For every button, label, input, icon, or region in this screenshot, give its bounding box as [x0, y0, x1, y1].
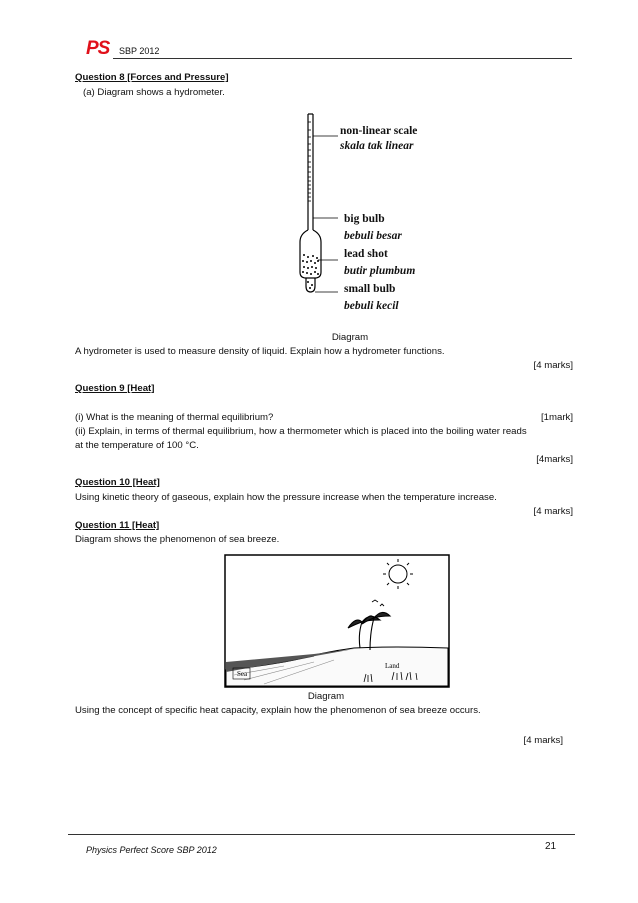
- label-skala-tak-linear: skala tak linear: [340, 140, 414, 152]
- page-number: 21: [545, 841, 557, 852]
- q11-marks: [4 marks]: [523, 735, 563, 746]
- q9-part-ii-line2: at the temperature of 100 °C.: [75, 440, 199, 451]
- label-big-bulb: big bulb: [344, 213, 385, 225]
- hydrometer-figure: [280, 110, 340, 310]
- sea-label: Sea: [237, 670, 248, 678]
- q9-marks: [4marks]: [536, 454, 573, 465]
- q8-part-a: (a) Diagram shows a hydrometer.: [83, 87, 225, 98]
- label-butir-plumbum: butir plumbum: [344, 265, 416, 277]
- q11-caption: Diagram: [307, 691, 345, 702]
- q10-title: Question 10 [Heat]: [75, 477, 160, 488]
- label-non-linear-scale: non-linear scale: [340, 125, 418, 137]
- q9-title: Question 9 [Heat]: [75, 383, 155, 394]
- header-rule: [113, 58, 572, 59]
- sea-breeze-figure: [224, 554, 450, 688]
- q11-question: Using the concept of specific heat capacity, explain how the phenomenon of sea breeze occurs.: [75, 705, 481, 716]
- label-small-bulb: small bulb: [344, 283, 396, 295]
- q9-part-i: (i) What is the meaning of thermal equilibrium?: [75, 412, 274, 423]
- ps-logo: PS: [86, 38, 110, 59]
- label-bebuli-kecil: bebuli kecil: [344, 300, 399, 312]
- label-lead-shot: lead shot: [344, 248, 388, 260]
- q10-marks: [4 marks]: [533, 506, 573, 517]
- label-bebuli-besar: bebuli besar: [344, 230, 402, 242]
- q9-part-i-marks: [1mark]: [541, 412, 573, 423]
- q8-text: A hydrometer is used to measure density of liquid. Explain how a hydrometer functions.: [75, 346, 445, 357]
- header-series: SBP 2012: [119, 46, 160, 56]
- footer-title: Physics Perfect Score SBP 2012: [86, 845, 217, 855]
- footer-rule: [68, 834, 575, 835]
- q8-marks: [4 marks]: [533, 360, 573, 371]
- q11-title: Question 11 [Heat]: [75, 520, 160, 531]
- q10-text: Using kinetic theory of gaseous, explain how the pressure increase when the temperature increase.: [75, 492, 497, 503]
- q9-part-ii-line1: (ii) Explain, in terms of thermal equilibrium, how a thermometer which is placed into the boiling water reads: [75, 426, 527, 437]
- q8-caption: Diagram: [331, 332, 369, 343]
- q11-text: Diagram shows the phenomenon of sea breeze.: [75, 534, 280, 545]
- land-label: Land: [385, 662, 400, 670]
- q8-title: Question 8 [Forces and Pressure]: [75, 72, 229, 83]
